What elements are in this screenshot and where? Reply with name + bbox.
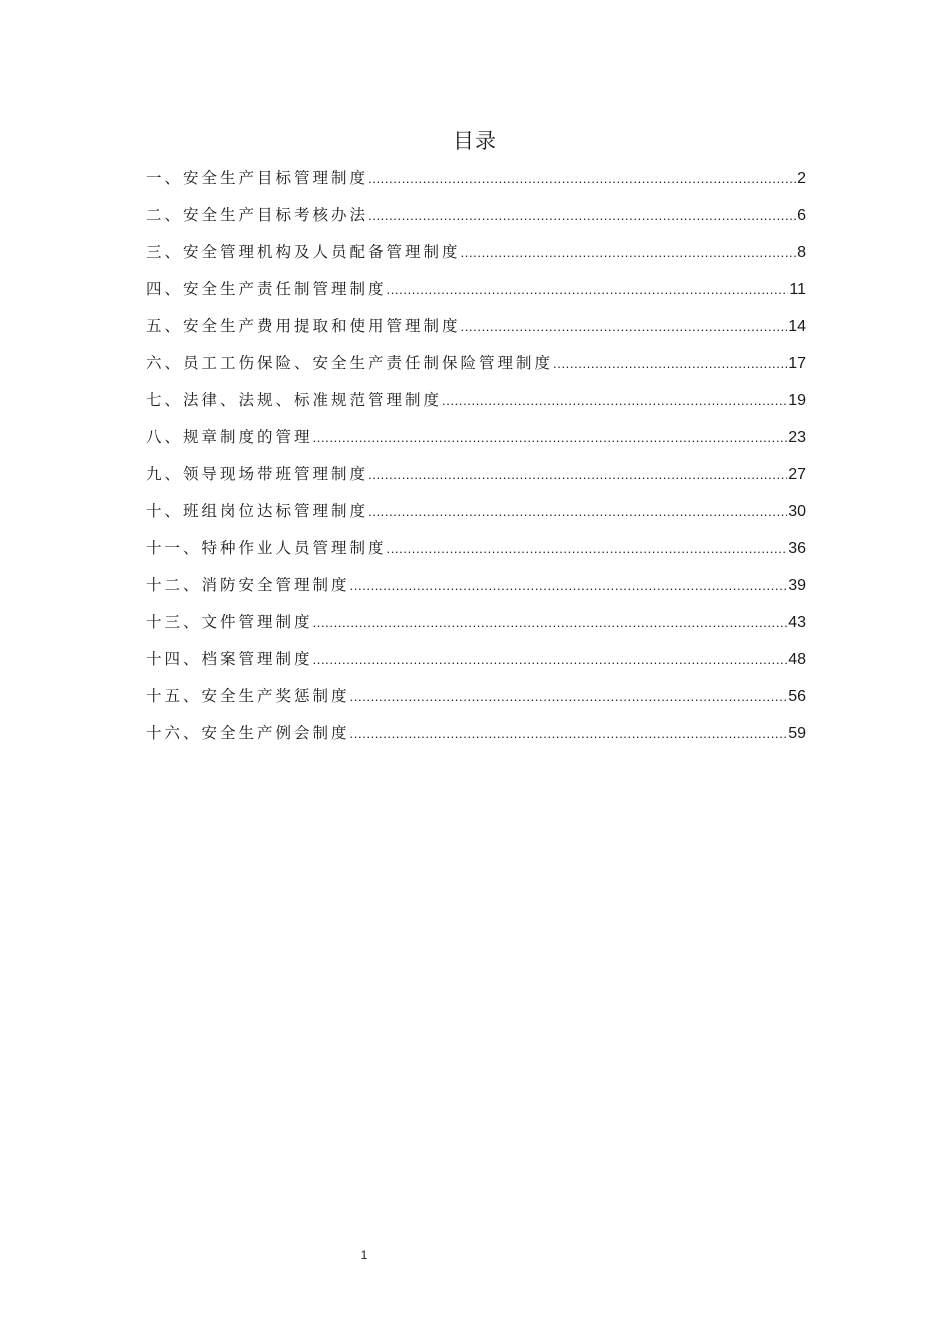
toc-entry[interactable] (146, 382, 806, 419)
toc-dot-leader (368, 197, 796, 234)
toc-entry-page: 19 (788, 392, 806, 409)
toc-entry[interactable] (146, 678, 806, 715)
toc-dot-leader (387, 271, 789, 308)
toc-entry[interactable] (146, 493, 806, 530)
toc-dot-leader (368, 493, 787, 530)
toc-entry-page: 11 (789, 281, 806, 298)
toc-entry[interactable] (146, 641, 806, 678)
toc-entry[interactable] (146, 308, 806, 345)
toc-entry-label: 五、安全生产费用提取和使用管理制度 (146, 317, 461, 335)
toc-entry-label: 十一、特种作业人员管理制度 (146, 539, 387, 557)
toc-entry[interactable] (146, 604, 806, 641)
toc-entry-label: 十三、文件管理制度 (146, 613, 313, 631)
toc-entry-label: 九、领导现场带班管理制度 (146, 465, 369, 483)
toc-entry-label: 七、法律、法规、标准规范管理制度 (146, 391, 443, 409)
toc-entry[interactable] (146, 197, 806, 234)
toc-dot-leader (350, 678, 788, 715)
toc-dot-leader (553, 345, 787, 382)
toc-dot-leader (368, 456, 787, 493)
toc-entry[interactable] (146, 456, 806, 493)
toc-entry-label: 三、安全管理机构及人员配备管理制度 (146, 243, 461, 261)
table-of-contents (146, 160, 806, 752)
toc-entry-page: 30 (788, 503, 806, 520)
toc-entry-label: 六、员工工伤保险、安全生产责任制保险管理制度 (146, 354, 554, 372)
toc-entry-page: 8 (797, 244, 806, 261)
toc-entry[interactable] (146, 567, 806, 604)
toc-entry[interactable] (146, 160, 806, 197)
toc-entry-label: 四、安全生产责任制管理制度 (146, 280, 387, 298)
toc-entry-page: 23 (788, 429, 806, 446)
toc-entry[interactable] (146, 419, 806, 456)
toc-title: 目录 (453, 129, 497, 153)
toc-entry-label: 二、安全生产目标考核办法 (146, 206, 369, 224)
toc-entry-label: 八、规章制度的管理 (146, 428, 313, 446)
toc-entry-label: 十二、消防安全管理制度 (146, 576, 350, 594)
toc-entry-label: 十六、安全生产例会制度 (146, 724, 350, 742)
toc-entry[interactable] (146, 345, 806, 382)
toc-entry-page: 27 (788, 466, 806, 483)
toc-dot-leader (442, 382, 787, 419)
toc-entry[interactable] (146, 234, 806, 271)
toc-entry-page: 43 (788, 614, 806, 631)
toc-entry-page: 17 (788, 355, 806, 372)
toc-dot-leader (461, 234, 797, 271)
toc-dot-leader (313, 419, 788, 456)
toc-entry-page: 56 (788, 688, 806, 705)
toc-entry[interactable] (146, 530, 806, 567)
toc-entry-page: 6 (797, 207, 806, 224)
toc-entry-page: 59 (788, 725, 806, 742)
toc-entry-page: 2 (797, 170, 806, 187)
toc-dot-leader (461, 308, 788, 345)
page-number: 1 (360, 1248, 368, 1262)
toc-entry-page: 48 (788, 651, 806, 668)
toc-entry-label: 十五、安全生产奖惩制度 (146, 687, 350, 705)
toc-entry-page: 39 (788, 577, 806, 594)
toc-dot-leader (313, 641, 788, 678)
toc-entry-label: 十四、档案管理制度 (146, 650, 313, 668)
toc-entry-label: 一、安全生产目标管理制度 (146, 169, 369, 187)
toc-entry-page: 14 (788, 318, 806, 335)
toc-dot-leader (387, 530, 788, 567)
toc-dot-leader (350, 567, 788, 604)
toc-entry-page: 36 (788, 540, 806, 557)
toc-entry-label: 十、班组岗位达标管理制度 (146, 502, 369, 520)
toc-dot-leader (368, 160, 796, 197)
toc-dot-leader (313, 604, 788, 641)
toc-dot-leader (350, 715, 788, 752)
toc-entry[interactable] (146, 715, 806, 752)
toc-entry[interactable] (146, 271, 806, 308)
